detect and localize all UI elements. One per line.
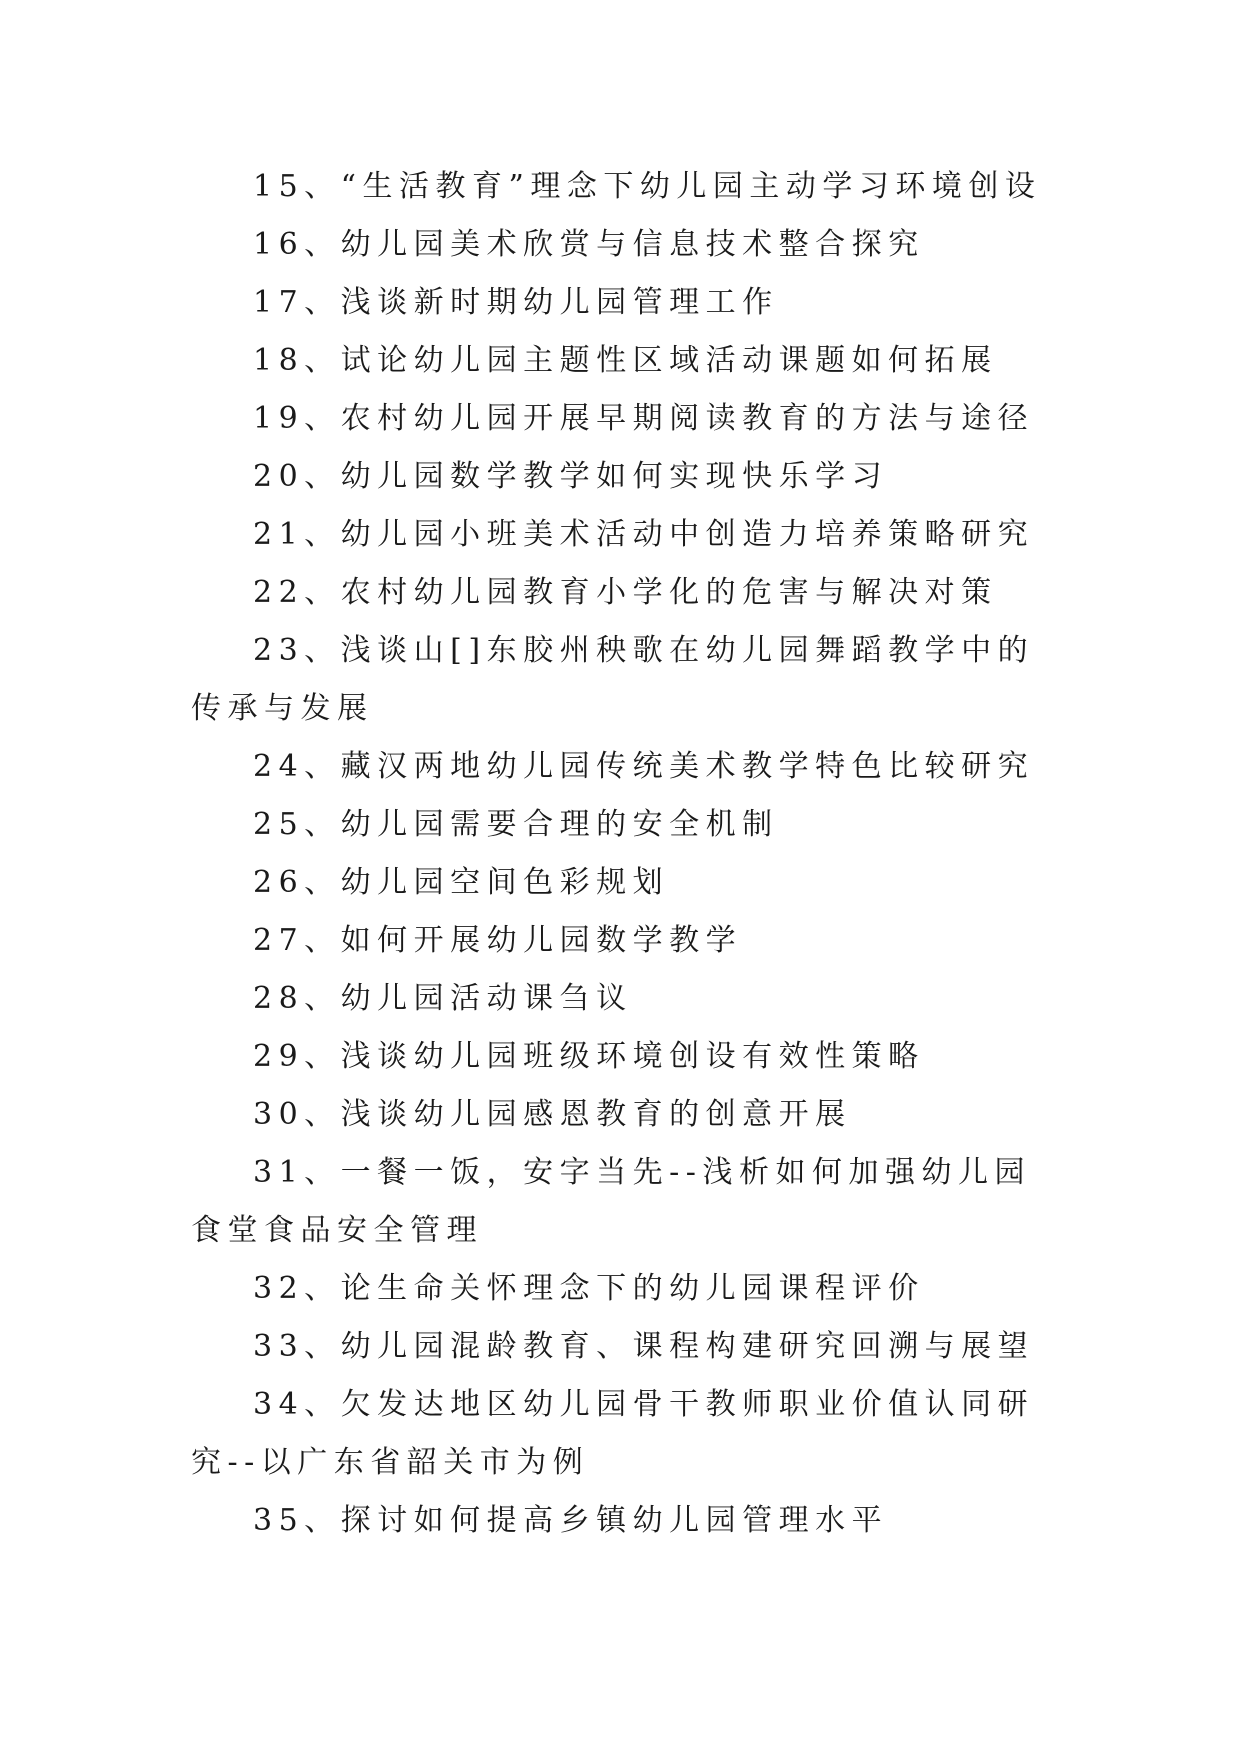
list-item: 34、欠发达地区幼儿园骨干教师职业价值认同研究--以广东省韶关市为例	[191, 1387, 1035, 1480]
list-item: 30、浅谈幼儿园感恩教育的创意开展	[253, 1097, 852, 1132]
list-item: 26、幼儿园空间色彩规划	[253, 865, 670, 900]
topic-list	[191, 158, 1061, 1550]
list-item: 35、探讨如何提高乡镇幼儿园管理水平	[253, 1503, 889, 1538]
list-item: 24、藏汉两地幼儿园传统美术教学特色比较研究	[253, 749, 1035, 784]
list-item: 19、农村幼儿园开展早期阅读教育的方法与途径	[253, 401, 1035, 436]
list-item: 25、幼儿园需要合理的安全机制	[253, 807, 779, 842]
list-item: 16、幼儿园美术欣赏与信息技术整合探究	[253, 227, 925, 262]
list-item: 18、试论幼儿园主题性区域活动课题如何拓展	[253, 343, 998, 378]
list-item: 15、“生活教育”理念下幼儿园主动学习环境创设	[253, 169, 1042, 204]
list-item: 17、浅谈新时期幼儿园管理工作	[253, 285, 779, 320]
list-item: 31、一餐一饭，安字当先--浅析如何加强幼儿园食堂食品安全管理	[191, 1155, 1031, 1248]
list-item: 29、浅谈幼儿园班级环境创设有效性策略	[253, 1039, 925, 1074]
list-item: 21、幼儿园小班美术活动中创造力培养策略研究	[253, 517, 1035, 552]
list-item: 33、幼儿园混龄教育、课程构建研究回溯与展望	[253, 1329, 1035, 1364]
list-item: 28、幼儿园活动课刍议	[253, 981, 633, 1016]
list-item: 32、论生命关怀理念下的幼儿园课程评价	[253, 1271, 925, 1306]
list-item: 27、如何开展幼儿园数学教学	[253, 923, 743, 958]
list-item: 22、农村幼儿园教育小学化的危害与解决对策	[253, 575, 998, 610]
list-item: 20、幼儿园数学教学如何实现快乐学习	[253, 459, 889, 494]
list-item: 23、浅谈山[]东胶州秧歌在幼儿园舞蹈教学中的传承与发展	[191, 633, 1035, 726]
